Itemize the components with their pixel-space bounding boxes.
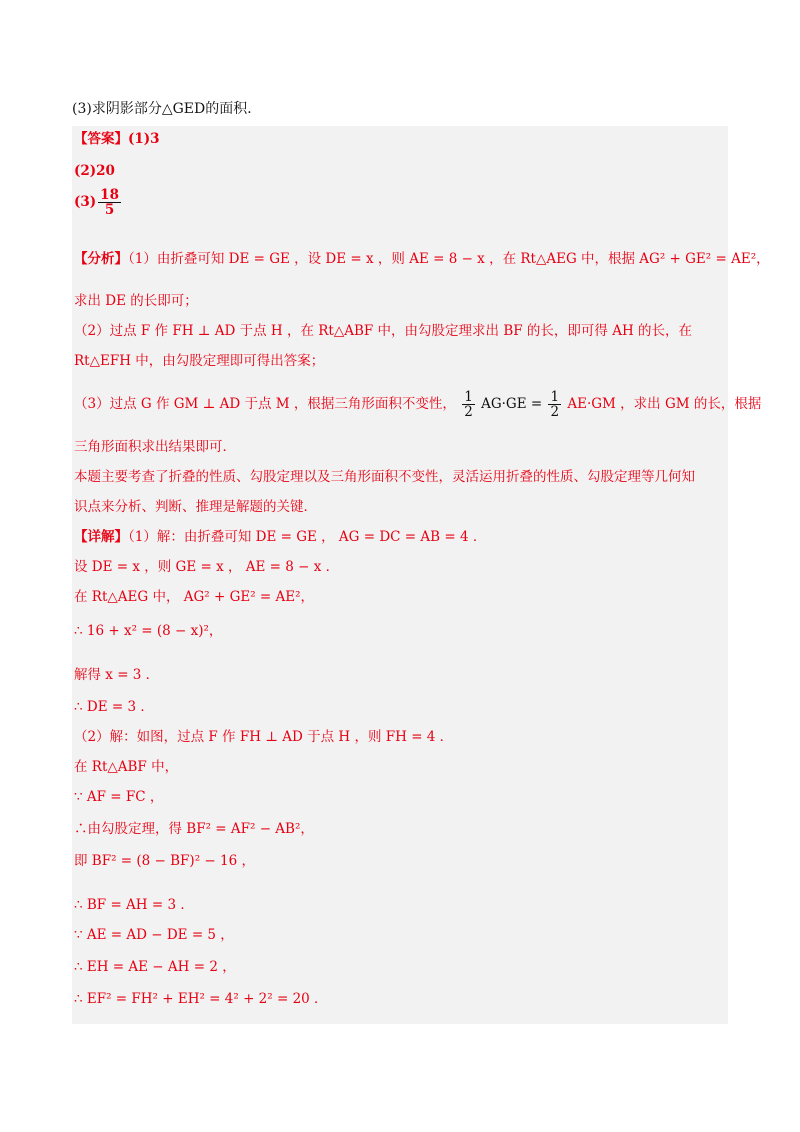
analysis-p3-line2: 三角形面积求出结果即可．	[74, 439, 236, 455]
answer-label: 【答案】	[74, 131, 128, 147]
answer-1: (1)3	[128, 131, 160, 147]
detail-line: ∴ DE = 3 ．	[74, 699, 154, 715]
detail-line: 在 Rt△ABF 中，	[74, 759, 179, 775]
detail-line: ∴ BF = AH = 3 ．	[74, 897, 194, 913]
analysis-p3-text-b: AE·GM ，求出 GM 的长，根据	[567, 396, 762, 412]
fraction-1-numerator: 1	[464, 389, 473, 405]
detail-line-1	[74, 526, 486, 548]
answer-3-fraction	[98, 188, 121, 217]
analysis-p2-line2: Rt△EFH 中，由勾股定理即可得出答案；	[74, 353, 325, 369]
detail-line: ∵ AF = FC ，	[74, 789, 164, 805]
detail-line: ∵ AE = AD − DE = 5 ，	[74, 927, 234, 943]
analysis-summary-line1: 本题主要考查了折叠的性质、勾股定理以及三角形面积不变性，灵活运用折叠的性质、勾股定理等几何知	[74, 469, 695, 485]
answer-2: (2)20	[74, 163, 115, 179]
question-3: (3)求阴影部分△GED的面积．	[72, 101, 262, 117]
fraction-2-denominator: 2	[550, 404, 560, 420]
fraction-1-denominator: 2	[464, 404, 473, 420]
answer-3-prefix: (3)	[74, 194, 97, 210]
analysis-line-1	[74, 248, 770, 270]
detail-line: 在 Rt△AEG 中， AG² + GE² = AE²，	[74, 589, 315, 605]
analysis-p1-line2: 求出 DE 的长即可；	[74, 293, 198, 309]
detail-line: ∴ 16 + x² = (8 − x)²，	[74, 623, 223, 639]
detail-line: ∴ EH = AE − AH = 2 ，	[74, 959, 236, 975]
answer-line-3	[74, 188, 123, 217]
analysis-summary-line2: 识点来分析、判断、推理是解题的关键．	[74, 499, 317, 515]
detail-line: ∴由勾股定理，得 BF² = AF² − AB²，	[74, 821, 314, 837]
analysis-p1-line1: （1）由折叠可知 DE = GE ，设 DE = x ，则 AE = 8 − x ，在 Rt△AEG 中，根据 AG² + GE² = AE²，	[128, 251, 770, 267]
answer-3-denominator: 5	[104, 202, 115, 218]
detail-label: 【详解】	[74, 529, 128, 545]
analysis-p3-fraction-1	[462, 390, 475, 419]
detail-line: 设 DE = x ，则 GE = x ， AE = 8 − x ．	[74, 559, 340, 575]
fraction-2-numerator: 1	[550, 389, 560, 405]
analysis-p3-mid: AG·GE =	[481, 396, 543, 412]
analysis-p2-line1: （2）过点 F 作 FH ⊥ AD 于点 H ，在 Rt△ABF 中，由勾股定理求出 BF 的长，即可得 AH 的长，在	[74, 323, 693, 339]
detail-text-0: （1）解：由折叠可知 DE = GE ， AG = DC = AB = 4 ．	[128, 529, 487, 545]
analysis-p3-line1	[74, 390, 761, 419]
answer-3-numerator: 18	[100, 187, 119, 203]
analysis-p3-fraction-2	[548, 390, 561, 419]
detail-line: 解得 x = 3 ．	[74, 667, 160, 683]
analysis-p3-text-a: （3）过点 G 作 GM ⊥ AD 于点 M ，根据三角形面积不变性，	[74, 396, 456, 412]
detail-line: ∴ EF² = FH² + EH² = 4² + 2² = 20 ．	[74, 991, 328, 1007]
analysis-label: 【分析】	[74, 251, 128, 267]
detail-line: 即 BF² = (8 − BF)² − 16 ，	[74, 853, 255, 869]
detail-line: （2）解：如图，过点 F 作 FH ⊥ AD 于点 H ，则 FH = 4 ．	[74, 729, 454, 745]
answer-line-1	[74, 128, 160, 150]
